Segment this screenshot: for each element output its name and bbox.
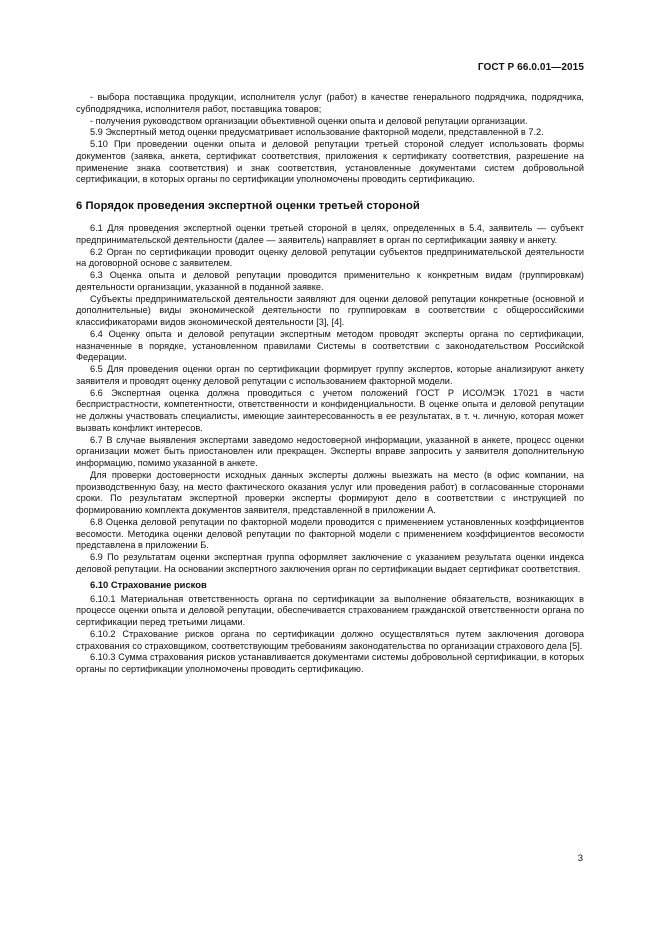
section-6-paragraph: 6.7 В случае выявления экспертами заведомо недостоверной информации, указанной в анкете, процесс оценки организации может быть приостановлен или прекращен. Эксперты вправе запросить у заявителя дополнительную информацию, помимо указанной в анкете. bbox=[76, 434, 584, 468]
section-6-paragraph: 6.9 По результатам оценки экспертная группа оформляет заключение с указанием результата оценки индекса деловой репутации. На основании экспертного заключения орган по сертификации выдает сертификат соответствия. bbox=[76, 552, 584, 574]
section-6-paragraph: Для проверки достоверности исходных данных эксперты должны выезжать на место (в офис компании, на производственную базу, на место фактического оказания услуг или проведения работ) в согласованные сторонами сроки. По результатам экспертной проверки эксперты формируют дело в соответствии с инструкцией по формированию комплекта документов заявителя, представленной в приложении А. bbox=[76, 469, 584, 515]
section-6-paragraph: 6.6 Экспертная оценка должна проводиться с учетом положений ГОСТ Р ИСО/МЭК 17021 в части беспристрастности, компетентности, ответственности и конфиденциальности. В оценке опыта и деловой репутации не должны участвовать специалисты, имеющие заинтересованность в ее результатах, в т. ч. личную, которая может вызвать конфликт интересов. bbox=[76, 387, 584, 433]
subsection-6-10-paragraph: 6.10.3 Сумма страхования рисков устанавливается документами системы добровольной сертификации, в которых органы по сертификации уполномочены проводить сертификацию. bbox=[76, 652, 584, 674]
intro-paragraph: - выбора поставщика продукции, исполнителя услуг (работ) в качестве генерального подрядчика, подрядчика, субподрядчика, исполнителя работ, поставщика товаров; bbox=[76, 92, 584, 114]
page-number: 3 bbox=[577, 853, 583, 864]
intro-paragraph: - получения руководством организации объективной оценки опыта и деловой репутации организации. bbox=[90, 115, 528, 126]
section-6-paragraph: Субъекты предпринимательской деятельности заявляют для оценки деловой репутации конкретные (основной и дополнительные) виды экономической деятельности по группировкам в соответствии с общероссийскими классификаторами видов экономической деятельности [3], [4]. bbox=[76, 293, 584, 327]
intro-paragraph: 5.10 При проведении оценки опыта и деловой репутации третьей стороной следует использовать формы документов (заявка, анкета, сертификат соответствия, приложения к сертификату соответствия, разрешение на применение знака соответствия) и знак соответствия, установленные документами систем добровольной сертификации, в которых органы по сертификации уполномочены проводить сертификацию. bbox=[76, 139, 584, 185]
standard-designation: ГОСТ Р 66.0.01—2015 bbox=[477, 62, 584, 73]
section-6-heading: 6 Порядок проведения экспертной оценки третьей стороной bbox=[76, 200, 420, 212]
section-6-paragraph: 6.8 Оценка деловой репутации по факторной модели проводится с применением установленных коэффициентов весомости. Методика оценки деловой репутации по факторной модели с применением коэффициентов весомости представлена в приложении Б. bbox=[76, 516, 584, 551]
subsection-6-10-paragraph: 6.10.1 Материальная ответственность органа по сертификации за выполнение обязательств, возникающих в процессе оценки опыта и деловой репутации, обеспечивается страхованием гражданской ответственности органа по сертификации перед третьими лицами. bbox=[76, 593, 584, 627]
section-6-paragraph: 6.5 Для проведения оценки орган по сертификации формирует группу экспертов, которые анализируют анкету заявителя и проводят оценку деловой репутации с использованием факторной модели. bbox=[76, 364, 584, 386]
section-6-paragraph: 6.2 Орган по сертификации проводит оценку деловой репутации субъектов предпринимательской деятельности на договорной основе с заявителем. bbox=[76, 246, 584, 269]
subsection-6-10-heading: 6.10 Страхование рисков bbox=[90, 578, 207, 590]
section-6-paragraph: 6.1 Для проведения экспертной оценки третьей стороной в целях, определенных в 5.4, заявитель — субъект предпринимательской деятельности (далее — заявитель) направляет в орган по сертификации заявку и анкету. bbox=[76, 223, 584, 245]
page-body bbox=[76, 92, 584, 676]
intro-paragraph: 5.9 Экспертный метод оценки предусматривает использование факторной модели, представленной в 7.2. bbox=[90, 127, 544, 138]
section-6-paragraph: 6.4 Оценку опыта и деловой репутации экспертным методом проводят эксперты органа по сертификации, назначенные в порядке, установленном правилами Системы в соответствии с законодательством Российской Федерации. bbox=[76, 328, 584, 363]
subsection-6-10-paragraph: 6.10.2 Страхование рисков органа по сертификации должно осуществляться путем заключения договора страхования со страховщиком, соответствующим требованиям законодательства по организации страхового дела [5]. bbox=[76, 628, 584, 651]
section-6-paragraph: 6.3 Оценка опыта и деловой репутации проводится применительно к конкретным видам (группировкам) деятельности организации, указанной в поданной заявке. bbox=[76, 270, 584, 292]
